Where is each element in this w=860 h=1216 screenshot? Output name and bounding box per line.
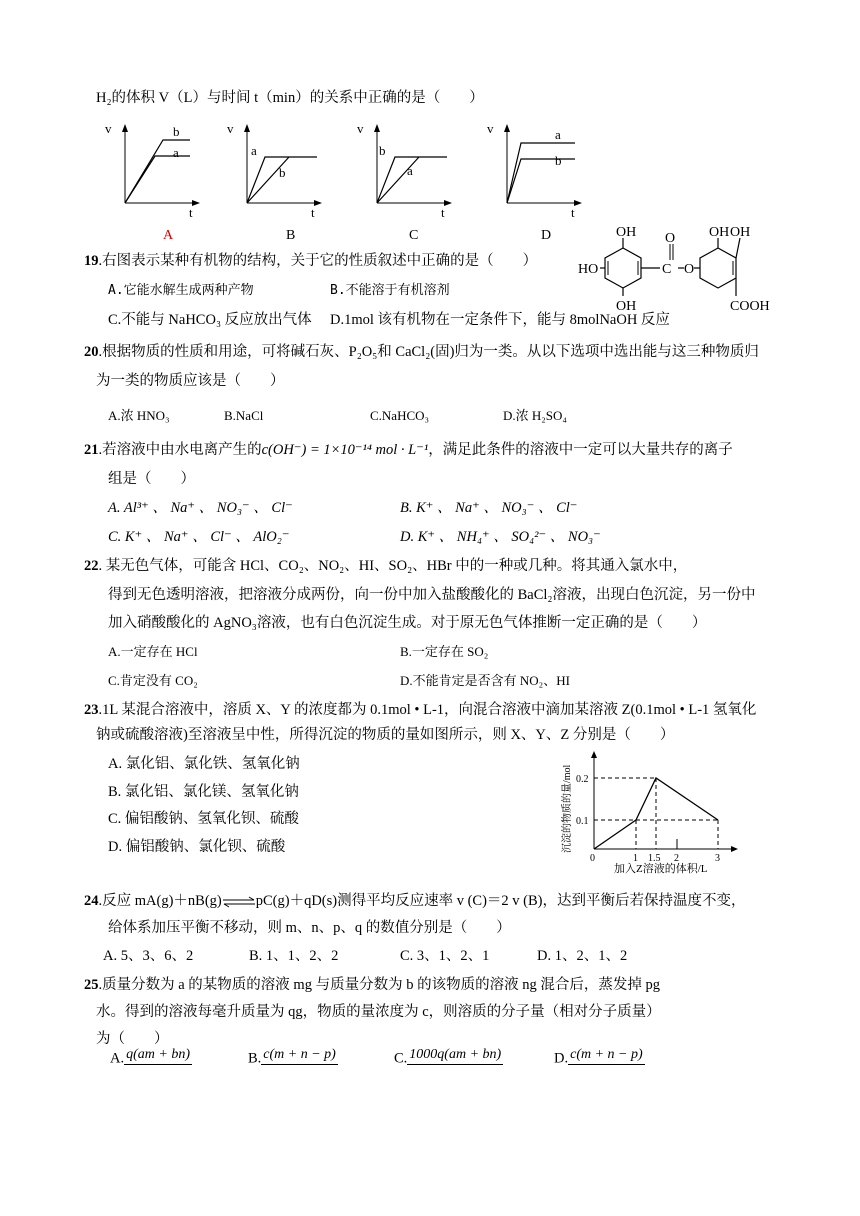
q18-x-arrow [444, 200, 452, 206]
q25-option-a [110, 1046, 192, 1072]
q18-stem: H₂的体积 V（L）与时间 t（min）的关系中正确的是（ ） [96, 90, 484, 106]
q18-curve-1 [507, 143, 575, 203]
q25-stem1: .质量分数为 a 的某物质的溶液 mg 与质量分数为 b 的该物质的溶液 ng 混合后，蒸发掉 pg [98, 977, 660, 993]
q18-option-label: A [163, 228, 174, 243]
numerator: c(m + n − p) [568, 1046, 645, 1065]
q18-option-label: C [409, 228, 419, 243]
q19-number: 19 [84, 253, 99, 269]
q19-stem: .右图表示某种有机物的结构，关于它的性质叙述中正确的是（ ） [98, 253, 538, 269]
q18-axis-t-label: t [441, 205, 445, 220]
numerator: c(m + n − p) [261, 1046, 338, 1065]
q18-curve-label: a [555, 127, 561, 142]
numerator: q(am + bn) [124, 1046, 192, 1065]
q22-option-d: D.不能肯定是否含有 NO₂、HI [400, 673, 570, 688]
q20-option-c: C.NaHCO₃ [370, 408, 430, 423]
fraction [261, 1046, 338, 1072]
q19-option-a: A.它能水解生成两种产物 [108, 283, 254, 298]
xtick: 0 [590, 853, 595, 864]
o-label: O [665, 231, 676, 246]
q19-option-b: B.不能溶于有机溶剂 [330, 283, 450, 298]
q24-option-b: B. 1、1、2、2 [249, 948, 339, 964]
q22-option-a: A.一定存在 HCl [108, 644, 198, 659]
q24-stem1b: pC(g)＋qD(s)测得平均反应速率 v (C)＝2 v (B)，达到平衡后若保持温度不变， [255, 893, 746, 909]
q18-y-arrow [244, 124, 250, 132]
q23-option-a: A. 氯化铝、氯化铁、氢氧化钠 [108, 756, 300, 772]
q20-option-b: B.NaCl [224, 408, 264, 423]
q21-stem1b: ，满足此条件的溶液中一定可以大量共存的离子 [428, 442, 733, 458]
oh-bond [736, 238, 740, 258]
fraction [568, 1046, 645, 1072]
denominator [124, 1065, 192, 1072]
fraction [124, 1046, 192, 1072]
q22-option-b: B.一定存在 SO₂ [400, 644, 489, 659]
xtick: 1.5 [648, 853, 661, 864]
q21-option-a: A. Al³⁺ 、 Na⁺ 、 NO₃⁻ 、 Cl⁻ [108, 500, 293, 516]
q18-y-arrow [504, 124, 510, 132]
option-label: B. [248, 1050, 262, 1067]
q23-option-c: C. 偏铝酸钠、氢氧化钡、硫酸 [108, 811, 299, 827]
fraction [407, 1046, 503, 1072]
oh-label: OH [730, 225, 751, 240]
q24-option-a: A. 5、3、6、2 [103, 948, 194, 964]
q25-stem3: 为（ ） [96, 1031, 169, 1047]
q19-option-c: C.不能与 NaHCO₃ 反应放出气体 [108, 312, 312, 328]
q18-option-label: D [541, 228, 552, 243]
q24-option-c: C. 3、1、2、1 [400, 948, 490, 964]
q23-stem-line [84, 701, 756, 719]
oh-label: OH [709, 225, 730, 240]
q25-option-b [248, 1046, 338, 1072]
q25-option-c [394, 1046, 503, 1072]
q18-curve-2 [125, 156, 190, 203]
equilibrium-arrow-icon [222, 896, 256, 908]
q21-option-c: C. K⁺ 、 Na⁺ 、 Cl⁻ 、 AlO₂⁻ [108, 529, 290, 545]
q20-stem-line [84, 343, 759, 361]
q18-curve-2 [247, 157, 289, 203]
q18-axis-v-label: v [227, 121, 234, 136]
x-axis-label: 加入Z溶液的体积/L [614, 863, 708, 875]
q25-option-d [554, 1046, 645, 1072]
q20-number: 20 [84, 344, 99, 360]
q20-option-a: A.浓 HNO₃ [108, 408, 170, 423]
q22-option-c: C.肯定没有 CO₂ [108, 673, 198, 688]
ho-label: HO [578, 262, 599, 277]
q18-axis-v-label: v [357, 121, 364, 136]
q18-y-arrow [374, 124, 380, 132]
q18-axis-t-label: t [571, 205, 575, 220]
q25-number: 25 [84, 977, 99, 993]
q20-stem1: .根据物质的性质和用途，可将碱石灰、P₂O₅和 CaCl₂(固)归为一类。从以下选项中选出能与这三种物质归 [98, 344, 759, 360]
q18-x-arrow [314, 200, 322, 206]
q22-stem1: . 某无色气体，可能含 HCl、CO₂、NO₂、HI、SO₂、HBr 中的一种或几种。将其通入氯水中， [98, 558, 688, 574]
denominator [261, 1065, 338, 1072]
q18-axis-t-label: t [189, 205, 193, 220]
q21-formula: c(OH⁻) = 1×10⁻¹⁴ mol · L⁻¹ [261, 442, 429, 458]
option-label: C. [394, 1050, 408, 1067]
right-ring [700, 248, 736, 288]
q22-number: 22 [84, 558, 99, 574]
denominator [407, 1065, 503, 1072]
q24-number: 24 [84, 893, 99, 909]
q24-stem1a: .反应 mA(g)＋nB(g) [98, 893, 222, 909]
o-label: O [684, 262, 695, 277]
q18-curve-label: b [555, 153, 562, 168]
oh-label: OH [616, 299, 637, 314]
q18-axis-t-label: t [311, 205, 315, 220]
y-axis-arrow [591, 751, 597, 758]
q18-curve-label: b [379, 143, 386, 158]
q18-curve-label: b [173, 124, 180, 139]
q24-option-d: D. 1、2、1、2 [537, 948, 628, 964]
x-axis-arrow [731, 846, 738, 852]
left-ring [605, 248, 641, 288]
q23-option-d: D. 偏铝酸钠、氯化钡、硫酸 [108, 839, 286, 855]
q18-curve-label: a [251, 143, 257, 158]
oh-label: OH [616, 225, 637, 240]
q19-stem-line [84, 252, 537, 270]
option-label: D. [554, 1050, 569, 1067]
q23-option-b: B. 氯化铝、氯化镁、氢氧化钠 [108, 784, 299, 800]
q21-stem1a: .若溶液中由水电离产生的 [98, 442, 262, 458]
xtick: 2 [674, 853, 679, 864]
q23-stem1: .1L 某混合溶液中，溶质 X、Y 的浓度都为 0.1mol • L-1，向混合溶液中滴加某溶液 Z(0.1mol • L-1 氢氧化 [98, 702, 757, 718]
xtick: 1 [633, 853, 638, 864]
q22-stem-line [84, 557, 687, 575]
denominator [568, 1065, 645, 1072]
q24-stem2: 给体系加压平衡不移动，则 m、n、p、q 的数值分别是（ ） [108, 920, 511, 936]
option-label: A. [110, 1050, 125, 1067]
q18-axis-v-label: v [487, 121, 494, 136]
q20-option-d: D.浓 H₂SO₄ [503, 408, 567, 423]
q21-option-d: D. K⁺ 、 NH₄⁺ 、 SO₄²⁻ 、 NO₃⁻ [400, 529, 601, 545]
q21-stem2: 组是（ ） [108, 471, 195, 487]
q18-curve-label: a [173, 145, 179, 160]
q18-curve-2 [507, 159, 575, 203]
q23-stem2: 钠或硫酸溶液)至溶液呈中性，所得沉淀的物质的量如图所示，则 X、Y、Z 分别是（ ） [96, 727, 675, 743]
q24-stem-line [84, 892, 746, 910]
q19-structure [578, 218, 798, 318]
q18-curve-1 [125, 140, 190, 203]
q21-number: 21 [84, 442, 99, 458]
q21-stem-line [84, 441, 733, 459]
ytick: 0.1 [576, 816, 589, 827]
q18-option-label: B [286, 228, 296, 243]
q23-number: 23 [84, 702, 99, 718]
q20-stem2: 为一类的物质应该是（ ） [96, 373, 285, 389]
q18-x-arrow [574, 200, 582, 206]
q22-stem3: 加入硝酸酸化的 AgNO₃溶液，也有白色沉淀生成。对于原无色气体推断一定正确的是（ ） [108, 615, 707, 631]
q18-curve-label: b [279, 165, 286, 180]
xtick: 3 [715, 853, 720, 864]
q18-y-arrow [122, 124, 128, 132]
q23-chart [556, 745, 756, 875]
q18-axis-v-label: v [105, 121, 112, 136]
c-label: C [662, 262, 672, 277]
q25-stem2: 水。得到的溶液每毫升质量为 qg，物质的量浓度为 c，则溶质的分子量（相对分子质量） [96, 1004, 661, 1020]
q18-x-arrow [192, 200, 200, 206]
cooh-label: COOH [730, 299, 770, 314]
q18-curve-label: a [407, 163, 413, 178]
numerator: 1000q(am + bn) [407, 1046, 503, 1065]
q19-option-d: D.1mol 该有机物在一定条件下，能与 8molNaOH 反应 [330, 312, 670, 328]
q25-stem-line [84, 976, 660, 994]
q22-stem2: 得到无色透明溶液，把溶液分成两份，向一份中加入盐酸酸化的 BaCl₂溶液，出现白色沉淀，另一份中 [108, 587, 756, 603]
q21-option-b: B. K⁺ 、 Na⁺ 、 NO₃⁻ 、 Cl⁻ [400, 500, 578, 516]
y-axis-label: 沉淀的物质的量/mol [562, 764, 573, 853]
ytick: 0.2 [576, 774, 589, 785]
